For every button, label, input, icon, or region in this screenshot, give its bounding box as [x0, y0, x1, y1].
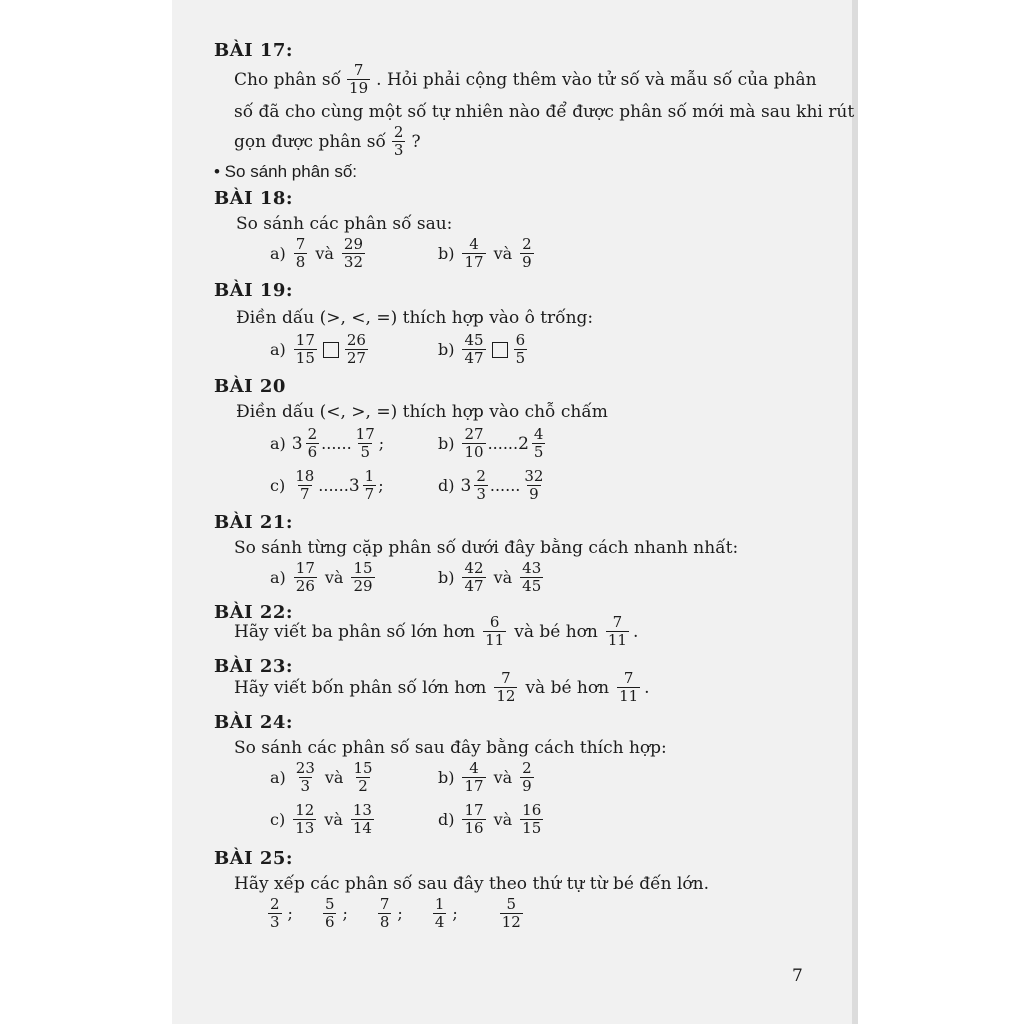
item-label: b): [438, 244, 455, 263]
text: gọn được phân số: [234, 131, 386, 152]
fraction: [294, 332, 317, 367]
denominator: 4: [434, 913, 445, 931]
denominator: 26: [295, 577, 315, 595]
numerator: 43: [522, 559, 542, 577]
exercise-21-heading: BÀI 21:: [214, 512, 294, 533]
dots: ......: [321, 434, 352, 453]
conjunction: và: [315, 244, 334, 263]
denominator: 3: [270, 913, 280, 931]
numerator: 1: [434, 895, 445, 913]
exercise-17-line-2: số đã cho cùng một số tự nhiên nào để được phân số mới mà sau khi rút: [234, 102, 855, 122]
exercise-20-b: [438, 426, 547, 461]
bleed-through-text: [560, 30, 840, 930]
punctuation: ;: [287, 904, 293, 923]
exercise-25-text: Hãy xếp các phân số sau đây theo thứ tự từ bé đến lớn.: [234, 874, 710, 894]
answer-box: [323, 342, 339, 358]
fraction: [306, 426, 320, 461]
denominator: 11: [607, 631, 627, 649]
fraction: [363, 468, 377, 503]
exercise-24-c: [270, 802, 376, 837]
denominator: 3: [476, 485, 486, 503]
denominator: 17: [464, 777, 484, 795]
fraction: [462, 236, 485, 271]
numerator: 7: [379, 895, 390, 913]
denominator: 32: [343, 253, 363, 271]
denominator: 13: [295, 819, 315, 837]
text: và bé hơn: [525, 677, 610, 698]
fraction: [351, 760, 374, 795]
fraction: [345, 332, 368, 367]
denominator: 16: [464, 819, 484, 837]
denominator: 8: [379, 913, 390, 931]
numerator: 18: [295, 467, 315, 485]
whole-part: 3: [348, 475, 360, 496]
numerator: 45: [464, 331, 484, 349]
item-label: b): [438, 434, 455, 453]
numerator: 2: [476, 467, 486, 485]
exercise-17-line-1: [234, 62, 817, 97]
numerator: 26: [346, 331, 366, 349]
fraction: [462, 426, 485, 461]
fraction: [500, 896, 523, 931]
fraction: [347, 62, 370, 97]
numerator: 17: [464, 801, 484, 819]
denominator: 11: [619, 687, 639, 705]
exercise-24-a: [270, 760, 377, 795]
numerator: 29: [343, 235, 363, 253]
fraction: [617, 670, 640, 705]
denominator: 7: [364, 485, 375, 503]
denominator: 11: [485, 631, 505, 649]
exercise-19-text: Điền dấu (>, <, =) thích hợp vào ô trống:: [236, 308, 594, 328]
item-label: c): [270, 810, 286, 829]
exercise-20-c: [270, 468, 384, 503]
punctuation: ;: [378, 476, 384, 495]
text: . Hỏi phải cộng thêm vào tử số và mẫu số của phân: [376, 69, 817, 90]
numerator: 17: [355, 425, 375, 443]
text: Hãy viết bốn phân số lớn hơn: [234, 677, 487, 698]
denominator: 3: [393, 141, 404, 159]
exercise-22-heading: BÀI 22:: [214, 602, 294, 623]
numerator: 4: [469, 235, 479, 253]
conjunction: và: [324, 768, 344, 787]
numerator: 15: [353, 759, 373, 777]
denominator: 14: [352, 819, 372, 837]
denominator: 15: [295, 349, 315, 367]
conjunction: và: [324, 568, 344, 587]
conjunction: và: [493, 244, 513, 263]
numerator: 7: [623, 669, 634, 687]
page-number: 7: [792, 966, 803, 986]
exercise-17-line-3: [234, 124, 421, 159]
fraction: [294, 760, 317, 795]
fraction: [520, 236, 534, 271]
fraction: [522, 468, 545, 503]
numerator: 32: [524, 467, 544, 485]
numerator: 7: [501, 669, 511, 687]
denominator: 5: [533, 443, 544, 461]
dots: ......: [487, 434, 519, 453]
fraction: [474, 468, 488, 503]
punctuation: ;: [397, 904, 403, 923]
fraction: [520, 560, 543, 595]
numerator: 16: [522, 801, 542, 819]
numerator: 13: [352, 801, 372, 819]
exercise-24-heading: BÀI 24:: [214, 712, 294, 733]
exercise-19-a: [270, 332, 370, 367]
fraction: [462, 560, 485, 595]
conjunction: và: [324, 810, 343, 829]
fraction: [520, 760, 534, 795]
denominator: 19: [349, 79, 369, 97]
answer-box: [492, 342, 508, 358]
exercise-17-heading: BÀI 17:: [214, 40, 294, 61]
exercise-25-heading: BÀI 25:: [214, 848, 294, 869]
mixed-number: [349, 468, 378, 503]
fraction: [606, 614, 629, 649]
denominator: 12: [496, 687, 516, 705]
text: ?: [411, 131, 421, 152]
denominator: 7: [299, 485, 310, 503]
fraction: [520, 802, 543, 837]
numerator: 7: [612, 613, 623, 631]
item-label: d): [438, 476, 455, 495]
exercise-19-b: [438, 332, 529, 367]
punctuation: .: [644, 677, 650, 698]
denominator: 10: [464, 443, 484, 461]
numerator: 5: [506, 895, 517, 913]
denominator: 9: [529, 485, 539, 503]
item-label: b): [438, 768, 455, 787]
exercise-21-text: So sánh từng cặp phân số dưới đây bằng cách nhanh nhất:: [234, 538, 739, 558]
fraction: [342, 236, 365, 271]
exercise-23-heading: BÀI 23:: [214, 656, 294, 677]
page-edge-shadow: [852, 0, 858, 1024]
numerator: 27: [464, 425, 484, 443]
fraction: [293, 802, 316, 837]
numerator: 4: [469, 759, 479, 777]
item-label: b): [438, 568, 455, 587]
denominator: 45: [522, 577, 542, 595]
fraction: [268, 896, 282, 931]
item-label: a): [270, 340, 286, 359]
text: và bé hơn: [514, 621, 598, 642]
text: Hãy viết ba phân số lớn hơn: [234, 621, 476, 642]
whole-part: 3: [291, 433, 303, 454]
fraction: [532, 426, 546, 461]
fraction: [494, 670, 517, 705]
exercise-22-line: [234, 614, 638, 649]
conjunction: và: [493, 810, 513, 829]
dots: ......: [318, 476, 349, 495]
mixed-number: [518, 426, 547, 461]
fraction: [462, 332, 485, 367]
denominator: 9: [522, 777, 532, 795]
mixed-number: [292, 426, 321, 461]
denominator: 29: [353, 577, 373, 595]
fraction: [378, 896, 392, 931]
section-heading: • So sánh phân số:: [214, 162, 357, 181]
fraction: [514, 332, 528, 367]
fraction: [351, 802, 374, 837]
numerator: 2: [522, 759, 532, 777]
exercise-20-heading: BÀI 20: [214, 376, 286, 397]
exercise-25-fractions: [266, 896, 525, 931]
item-label: a): [270, 434, 286, 453]
numerator: 6: [489, 613, 500, 631]
denominator: 47: [464, 577, 484, 595]
fraction: [294, 236, 308, 271]
exercise-20-d: [438, 468, 547, 503]
mixed-number: [460, 468, 489, 503]
exercise-24-b: [438, 760, 536, 795]
numerator: 4: [533, 425, 544, 443]
numerator: 2: [522, 235, 532, 253]
numerator: 15: [353, 559, 373, 577]
whole-part: 3: [460, 475, 472, 496]
fraction: [293, 468, 316, 503]
fraction: [433, 896, 447, 931]
exercise-23-line: [234, 670, 650, 705]
denominator: 12: [501, 913, 521, 931]
denominator: 9: [522, 253, 532, 271]
denominator: 27: [346, 349, 366, 367]
conjunction: và: [493, 768, 513, 787]
item-label: a): [270, 568, 286, 587]
numerator: 7: [353, 61, 364, 79]
exercise-18-heading: BÀI 18:: [214, 188, 294, 209]
punctuation: ;: [452, 904, 458, 923]
numerator: 12: [295, 801, 315, 819]
fraction: [354, 426, 377, 461]
denominator: 5: [515, 349, 526, 367]
exercise-21-b: [438, 560, 545, 595]
conjunction: và: [493, 568, 513, 587]
fraction: [462, 760, 485, 795]
exercise-18-a: [270, 236, 367, 271]
numerator: 1: [364, 467, 375, 485]
denominator: 17: [464, 253, 484, 271]
denominator: 6: [324, 913, 335, 931]
numerator: 7: [295, 235, 306, 253]
item-label: b): [438, 340, 455, 359]
punctuation: ;: [378, 434, 385, 453]
fraction: [462, 802, 485, 837]
numerator: 23: [295, 759, 315, 777]
exercise-24-d: [438, 802, 545, 837]
punctuation: .: [632, 621, 639, 642]
exercise-20-a: [270, 426, 384, 461]
punctuation: ;: [342, 904, 348, 923]
exercise-21-a: [270, 560, 377, 595]
item-label: a): [270, 244, 286, 263]
denominator: 6: [307, 443, 318, 461]
numerator: 17: [295, 559, 315, 577]
text: Cho phân số: [234, 69, 342, 90]
fraction: [323, 896, 337, 931]
exercise-19-heading: BÀI 19:: [214, 280, 294, 301]
exercise-20-text: Điền dấu (<, >, =) thích hợp vào chỗ chấm: [236, 402, 608, 422]
numerator: 6: [515, 331, 526, 349]
item-label: a): [270, 768, 286, 787]
denominator: 47: [464, 349, 484, 367]
fraction: [294, 560, 317, 595]
whole-part: 2: [518, 433, 529, 454]
exercise-18-b: [438, 236, 536, 271]
numerator: 2: [270, 895, 280, 913]
fraction: [392, 124, 406, 159]
denominator: 2: [358, 777, 368, 795]
item-label: c): [270, 476, 286, 495]
dots: ......: [489, 476, 521, 495]
fraction: [483, 614, 506, 649]
exercise-18-text: So sánh các phân số sau:: [236, 214, 453, 234]
item-label: d): [438, 810, 455, 829]
denominator: 8: [295, 253, 306, 271]
denominator: 3: [300, 777, 311, 795]
exercise-24-text: So sánh các phân số sau đây bằng cách thích hợp:: [234, 738, 667, 758]
numerator: 2: [307, 425, 318, 443]
numerator: 2: [393, 123, 404, 141]
fraction: [351, 560, 374, 595]
denominator: 5: [360, 443, 370, 461]
numerator: 5: [324, 895, 335, 913]
denominator: 15: [522, 819, 542, 837]
numerator: 17: [295, 331, 315, 349]
numerator: 42: [464, 559, 484, 577]
